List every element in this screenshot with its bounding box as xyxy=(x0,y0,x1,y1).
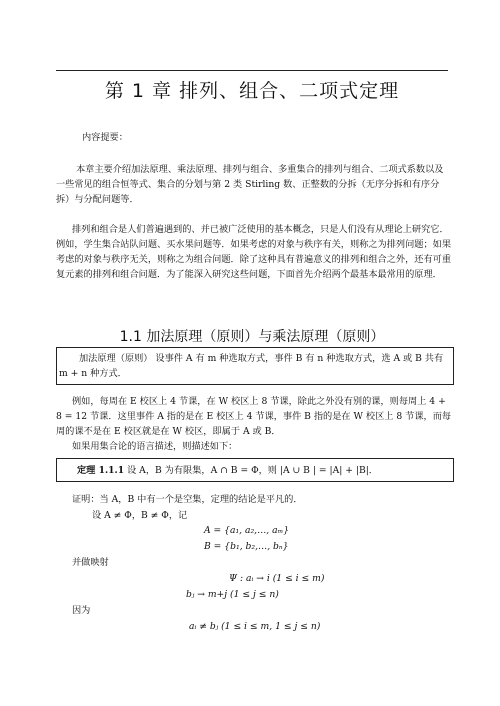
proof-line-3: 并做映射 xyxy=(72,557,109,568)
distinct-elements-equation: aᵢ ≠ bⱼ (1 ≤ i ≤ m, 1 ≤ j ≤ n) xyxy=(189,621,321,632)
proof-line-1: 证明：当 A，B 中有一个是空集，定理的结论是平凡的． xyxy=(72,494,303,505)
proof-line-4: 因为 xyxy=(72,605,91,616)
theorem-text: 设 A，B 为有限集，A ∩ B = Φ，则 |A ∪ B | = |A| + |B|． xyxy=(124,465,378,476)
theorem-label: 定理 1.1.1 xyxy=(77,465,125,476)
set-a-equation: A = {a₁, a₂,…, aₘ} xyxy=(204,525,290,536)
example-paragraph: 例如，每周在 E 校区上 4 节课，在 W 校区上 8 节课，除此之外没有别的课，则每周上 4 + 8 = 12 节课．这里事件 A 指的是在 E 校区上 4 节课，事件 B 指的是在 W 校区上 8 节课，而每周的课不是在 E 校区就是在 W 校区，即属于 A 或 B． xyxy=(56,396,452,437)
mapping-equation-1: Ψ : aᵢ → i (1 ≤ i ≤ m) xyxy=(229,573,325,584)
theorem-statement xyxy=(77,463,451,478)
example-followup: 如果用集合论的语言描述，则描述如下： xyxy=(72,441,238,452)
mapping-equation-2: bⱼ → m+j (1 ≤ j ≤ n) xyxy=(186,589,279,600)
proof-line-2: 设 A ≠ Φ，B ≠ Φ，记 xyxy=(92,510,188,521)
header-rule xyxy=(56,70,448,71)
chapter-title: 第 1 章 排列、组合、二项式定理 xyxy=(104,80,400,102)
summary-heading: 内容提要： xyxy=(82,132,128,143)
set-b-equation: B = {b₁, b₂,…, bₙ} xyxy=(204,541,289,552)
section-title: 1.1 加法原理（原则）与乘法原理（原则） xyxy=(119,329,385,345)
addition-principle-text: 加法原理（原则） 设事件 A 有 m 种选取方式，事件 B 有 n 种选取方式，选 A 或 B 共有 m + n 种方式． xyxy=(59,353,444,379)
intro-paragraph: 排列和组合是人们普遍遇到的、并已被广泛使用的基本概念，只是人们没有从理论上研究它．例如，学生集合站队问题、买水果问题等．如果考虑的对象与秩序有关，则称之为排列问题；如果考虑的对象与秩序无关，则称之为组合问题．除了这种具有普遍意义的排列和组合之外，还有可重复元素的排列和组合问题．为了能深入研究这些问题，下面首先介绍两个最基本最常用的原理． xyxy=(56,224,452,280)
theorem-box xyxy=(56,458,454,482)
addition-principle-box xyxy=(56,347,454,385)
summary-paragraph: 本章主要介绍加法原理、乘法原理、排列与组合、多重集合的排列与组合、二项式系数以及一些常见的组合恒等式、集合的分划与第 2 类 Stirling 数、正整数的分拆（无序分拆和有序分拆）与分配问题等． xyxy=(56,164,444,205)
